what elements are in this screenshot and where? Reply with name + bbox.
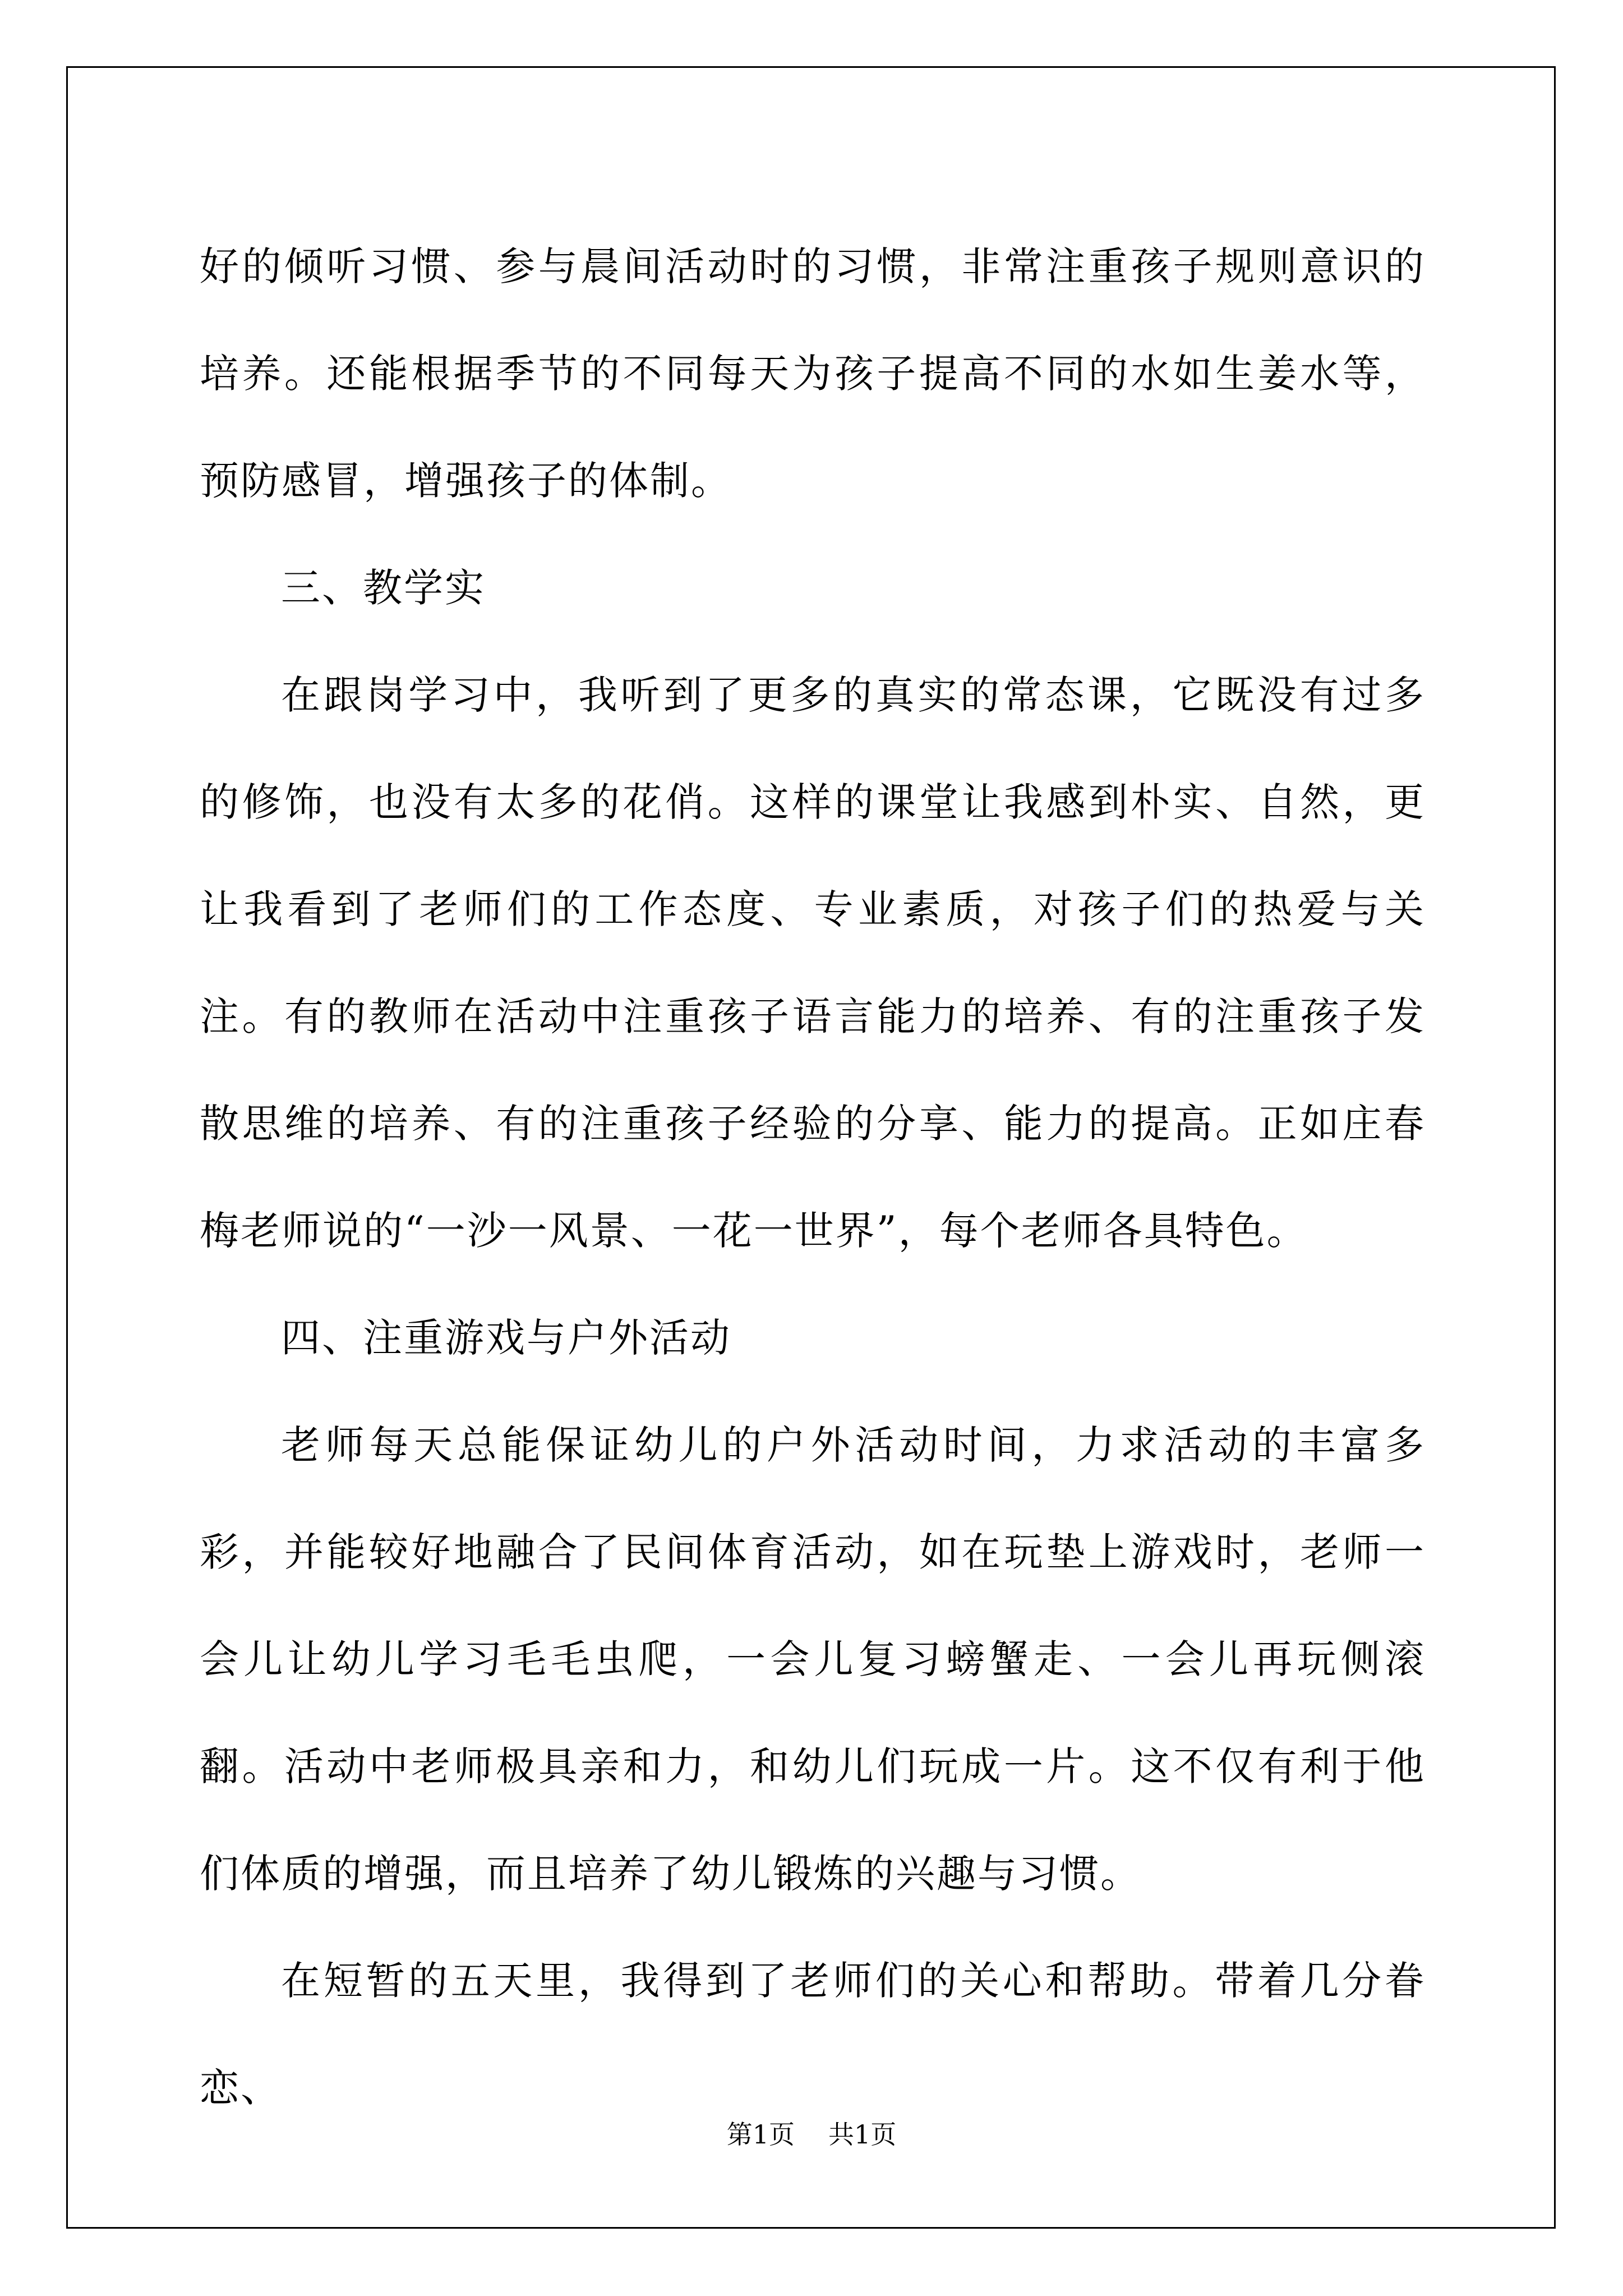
paragraph-4: 在短暂的五天里，我得到了老师们的关心和帮助。带着几分眷恋、 — [200, 1958, 1426, 2111]
section-heading-4: 四、注重游戏与户外活动 — [281, 1315, 731, 1361]
paragraph-2: 在跟岗学习中，我听到了更多的真实的常态课，它既没有过多的修饰，也没有太多的花俏。这样的课堂让我感到朴实、自然，更让我看到了老师们的工作态度、专业素质，对孩子们的热爱与关注。有的教师在活动中注重孩子语言能力的培养、有的注重孩子发散思维的培养、有的注重孩子经验的分享、能力的提高。正如庄春梅老师说的“一沙一风景、一花一世界”，每个老师各具特色。 — [200, 672, 1426, 1254]
page-footer — [0, 2118, 1623, 2151]
paragraph-1: 好的倾听习惯、参与晨间活动时的习惯，非常注重孩子规则意识的培养。还能根据季节的不同每天为孩子提高不同的水如生姜水等，预防感冒，增强孩子的体制。 — [200, 243, 1426, 504]
page-number: 第1页 — [726, 2119, 795, 2150]
section-heading-3: 三、教学实 — [281, 565, 486, 611]
paragraph-3: 老师每天总能保证幼儿的户外活动时间，力求活动的丰富多彩，并能较好地融合了民间体育活动，如在玩垫上游戏时，老师一会儿让幼儿学习毛毛虫爬，一会儿复习螃蟹走、一会儿再玩侧滚翻。活动中老师极具亲和力，和幼儿们玩成一片。这不仅有利于他们体质的增强，而且培养了幼儿锻炼的兴趣与习惯。 — [200, 1422, 1426, 1897]
page-total: 共1页 — [828, 2119, 897, 2150]
document-body — [200, 213, 1426, 2142]
